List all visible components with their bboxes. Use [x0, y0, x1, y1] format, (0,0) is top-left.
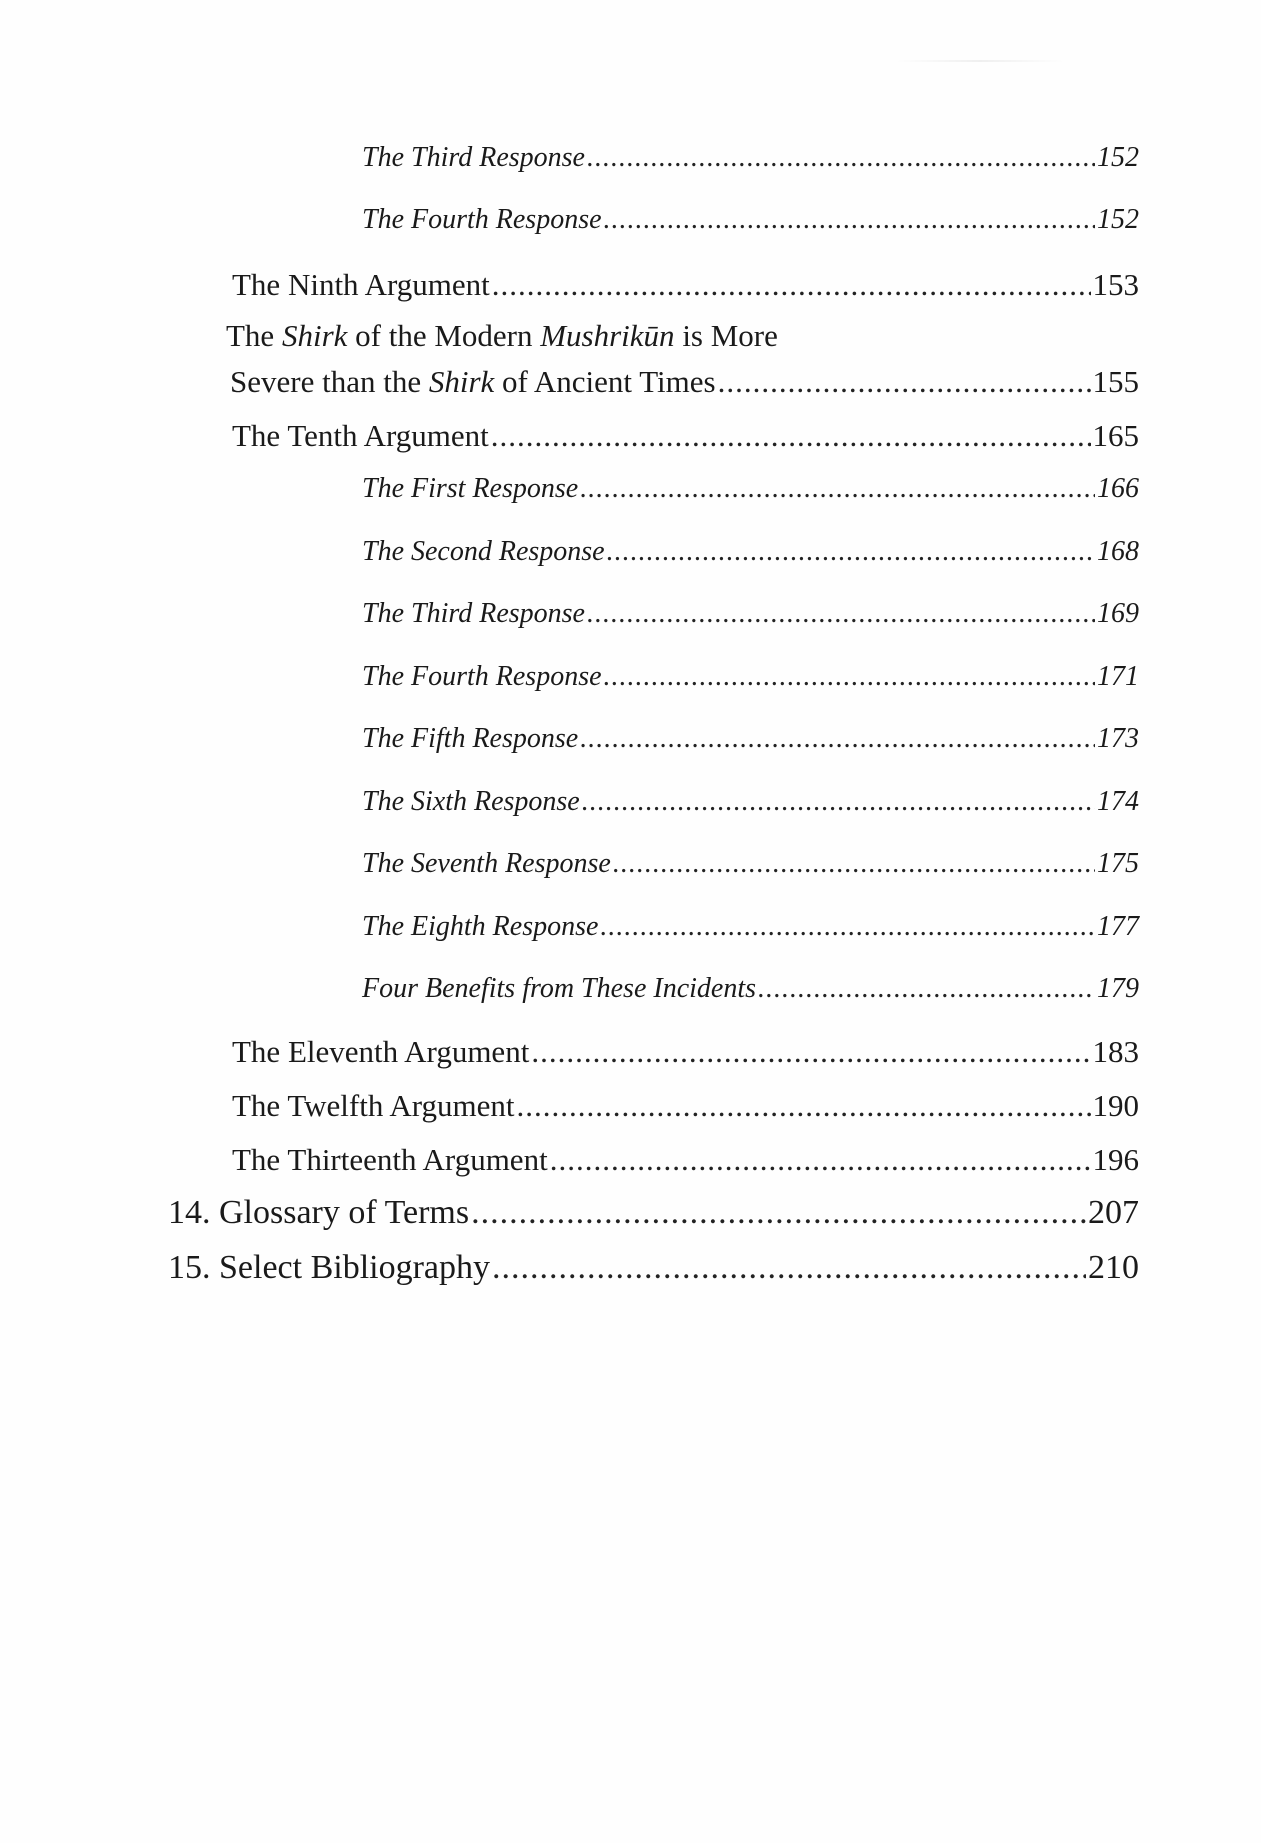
- dot-leader: [600, 911, 1095, 943]
- dot-leader: [491, 418, 1091, 454]
- text-run: The: [226, 318, 282, 353]
- toc-entry-page: 177: [1097, 911, 1139, 942]
- dot-leader: [604, 661, 1095, 693]
- dot-leader: [587, 598, 1095, 630]
- toc-entry-page: 174: [1097, 786, 1139, 817]
- toc-entry-title: The Seventh Response: [362, 848, 611, 879]
- italic-term: Mushrikūn: [540, 318, 675, 353]
- toc-entry-page: 196: [1092, 1142, 1139, 1177]
- text-run: is More: [674, 318, 778, 353]
- toc-entry[interactable]: [232, 267, 1139, 303]
- dot-leader: [587, 142, 1095, 174]
- dot-leader: [604, 204, 1095, 236]
- toc-entry-page: 207: [1088, 1194, 1139, 1231]
- dot-leader: [718, 364, 1091, 400]
- toc-entry-title: The Thirteenth Argument: [232, 1142, 548, 1177]
- toc-entry-title: The First Response: [362, 473, 579, 504]
- toc-entry[interactable]: [168, 1249, 1139, 1287]
- toc-entry-page: 183: [1092, 1034, 1139, 1069]
- toc-entry-title: The Eleventh Argument: [232, 1034, 530, 1069]
- toc-entry[interactable]: [362, 661, 1139, 693]
- dot-leader: [580, 473, 1095, 505]
- toc-entry-page: 169: [1097, 598, 1139, 629]
- toc-entry[interactable]: [232, 1034, 1139, 1070]
- toc-entry[interactable]: [362, 204, 1139, 236]
- dot-leader: [613, 848, 1095, 880]
- italic-term: Shirk: [428, 364, 495, 399]
- toc-entry-page: 152: [1097, 142, 1139, 173]
- toc-entry-title: The Ninth Argument: [232, 267, 490, 302]
- toc-entry[interactable]: [168, 1194, 1139, 1232]
- dot-leader: [607, 536, 1095, 568]
- toc-entry-page: 166: [1097, 473, 1139, 504]
- toc-entry-page: 190: [1092, 1088, 1139, 1123]
- toc-entry-title: The Tenth Argument: [232, 418, 489, 453]
- toc-entry[interactable]: [362, 786, 1139, 818]
- toc-entry-title: The Second Response: [362, 536, 605, 567]
- dot-leader: [550, 1142, 1091, 1178]
- toc-entry-page: 155: [1092, 364, 1139, 399]
- dot-leader: [582, 786, 1095, 818]
- toc-entry[interactable]: [232, 1088, 1139, 1124]
- toc-entry[interactable]: [362, 911, 1139, 943]
- toc-entry-title: 15. Select Bibliography: [168, 1249, 491, 1286]
- toc-entry-page: 171: [1097, 661, 1139, 692]
- toc-entry-title: 14. Glossary of Terms: [168, 1194, 470, 1231]
- toc-entry-first-line[interactable]: [226, 318, 778, 354]
- toc-entry[interactable]: [232, 1142, 1139, 1178]
- toc-entry-title: The Twelfth Argument: [232, 1088, 515, 1123]
- toc-entry-title: The Third Response: [362, 598, 585, 629]
- text-run: of the Modern: [347, 318, 541, 353]
- text-run: Severe than the: [230, 364, 429, 399]
- toc-entry[interactable]: [362, 848, 1139, 880]
- dot-leader: [492, 1249, 1086, 1287]
- toc-entry-title: The Sixth Response: [362, 786, 580, 817]
- toc-entry-page: 210: [1088, 1249, 1139, 1286]
- toc-entry[interactable]: [230, 364, 1139, 400]
- dot-leader: [492, 267, 1091, 303]
- toc-entry[interactable]: [362, 473, 1139, 505]
- toc-entry-page: 175: [1097, 848, 1139, 879]
- dot-leader: [517, 1088, 1091, 1124]
- toc-entry-title: [230, 364, 716, 400]
- toc-entry-page: 173: [1097, 723, 1139, 754]
- toc-entry-page: 165: [1092, 418, 1139, 453]
- toc-entry-page: 153: [1092, 267, 1139, 302]
- toc-entry[interactable]: [362, 973, 1139, 1005]
- toc-entry-title: The Fourth Response: [362, 661, 602, 692]
- toc-entry-page: 168: [1097, 536, 1139, 567]
- toc-entry[interactable]: [362, 598, 1139, 630]
- toc-entry[interactable]: [232, 418, 1139, 454]
- toc-entry-title: The Fifth Response: [362, 723, 579, 754]
- toc-entry[interactable]: [362, 142, 1139, 174]
- italic-term: Shirk: [281, 318, 348, 353]
- toc-entry[interactable]: [362, 723, 1139, 755]
- toc-entry-title: The Fourth Response: [362, 204, 602, 235]
- toc-entry-title: The Third Response: [362, 142, 585, 173]
- dot-leader: [471, 1194, 1086, 1232]
- toc-entry-page: 179: [1097, 973, 1139, 1004]
- toc-entry[interactable]: [362, 536, 1139, 568]
- toc-entry-title: The Eighth Response: [362, 911, 599, 942]
- toc-entry-page: 152: [1097, 204, 1139, 235]
- dot-leader: [758, 973, 1095, 1005]
- dot-leader: [580, 723, 1095, 755]
- toc-entry-title: Four Benefits from These Incidents: [362, 973, 757, 1004]
- dot-leader: [531, 1034, 1090, 1070]
- text-run: of Ancient Times: [494, 364, 716, 399]
